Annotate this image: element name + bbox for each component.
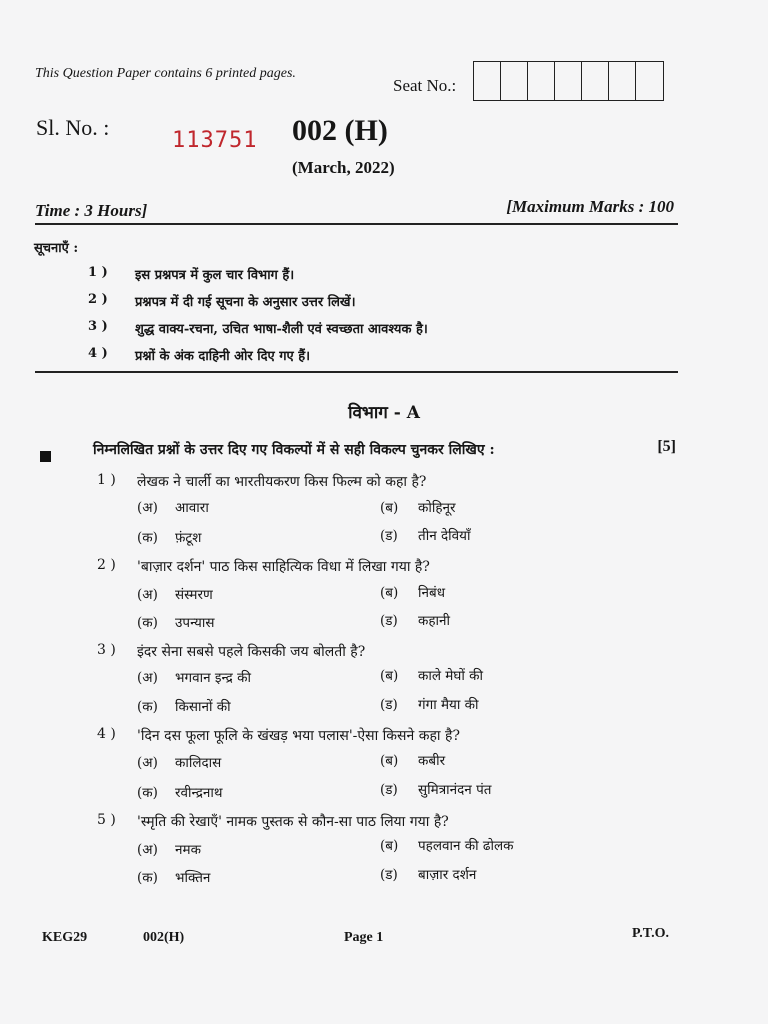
option: (ड) कहानी: [380, 613, 451, 629]
square-bullet-icon: [40, 451, 51, 462]
time-label: Time : 3 Hours]: [35, 201, 148, 220]
option: (ब) पहलवान की ढोलक: [380, 838, 514, 854]
serial-number-label: Sl. No. :: [36, 115, 110, 140]
option: (अ) नमक: [137, 842, 201, 858]
page-number: Page 1: [344, 930, 384, 945]
option: (ड) गंगा मैया की: [380, 697, 479, 713]
option: (ब) काले मेघों की: [380, 668, 484, 684]
question-5: 5 ) 'स्मृति की रेखाएँ' नामक पुस्तक से कौन-सा पाठ लिया गया है?: [97, 812, 449, 830]
seat-number-boxes: [473, 61, 664, 101]
question-4: 4 ) 'दिन दस फूला फूलि के खंखड़ भया पलास'-ऐसा किसने कहा है?: [97, 726, 460, 744]
instruction-item: 3 ) शुद्ध वाक्य-रचना, उचित भाषा-शैली एवं स्वच्छता आवश्यक है।: [88, 319, 428, 337]
option: (क) भक्तिन: [137, 870, 211, 886]
option: (ड) तीन देवियाँ: [380, 528, 471, 544]
footer-code: KEG29: [42, 930, 88, 945]
paper-code: 002 (H): [292, 114, 388, 147]
option: (ब) कोहिनूर: [380, 500, 456, 516]
please-turn-over: P.T.O.: [632, 926, 669, 941]
option: (क) किसानों की: [137, 699, 231, 715]
seat-number-label: Seat No.:: [393, 76, 457, 95]
question-3: 3 ) इंदर सेना सबसे पहले किसकी जय बोलती है?: [97, 642, 366, 660]
instructions-heading: सूचनाएँ :: [34, 241, 79, 256]
option: (अ) आवारा: [137, 500, 209, 516]
serial-number: 113751: [172, 128, 258, 153]
question-marks: [5]: [657, 438, 676, 455]
option: (क) उपन्यास: [137, 615, 215, 631]
option: (क) फ़ंटूश: [137, 530, 202, 546]
header-divider: [35, 223, 678, 225]
footer-paper-code: 002(H): [143, 930, 185, 945]
max-marks-label: [Maximum Marks : 100: [506, 197, 674, 216]
pages-note: This Question Paper contains 6 printed pages.: [35, 66, 296, 81]
main-question: निम्नलिखित प्रश्नों के उत्तर दिए गए विकल्पों में से सही विकल्प चुनकर लिखिए :: [93, 442, 495, 458]
instruction-item: 2 ) प्रश्नपत्र में दी गई सूचना के अनुसार उत्तर लिखें।: [88, 292, 356, 310]
paper-date: (March, 2022): [292, 158, 395, 177]
option: (ड) सुमित्रानंदन पंत: [380, 782, 492, 798]
question-1: 1 ) लेखक ने चार्ली का भारतीयकरण किस फिल्म को कहा है?: [97, 472, 427, 490]
option: (ड) बाज़ार दर्शन: [380, 867, 477, 883]
option: (अ) कालिदास: [137, 755, 222, 771]
instruction-item: 1 ) इस प्रश्नपत्र में कुल चार विभाग हैं।: [88, 265, 295, 283]
option: (अ) संस्मरण: [137, 587, 213, 603]
instructions-divider: [35, 371, 678, 373]
option: (ब) कबीर: [380, 753, 446, 769]
question-2: 2 ) 'बाज़ार दर्शन' पाठ किस साहित्यिक विधा में लिखा गया है?: [97, 557, 430, 575]
instruction-item: 4 ) प्रश्नों के अंक दाहिनी ओर दिए गए हैं।: [88, 346, 311, 364]
section-title: विभाग - A: [348, 403, 420, 423]
option: (ब) निबंध: [380, 585, 445, 601]
option: (क) रवीन्द्रनाथ: [137, 785, 223, 801]
option: (अ) भगवान इन्द्र की: [137, 670, 252, 686]
